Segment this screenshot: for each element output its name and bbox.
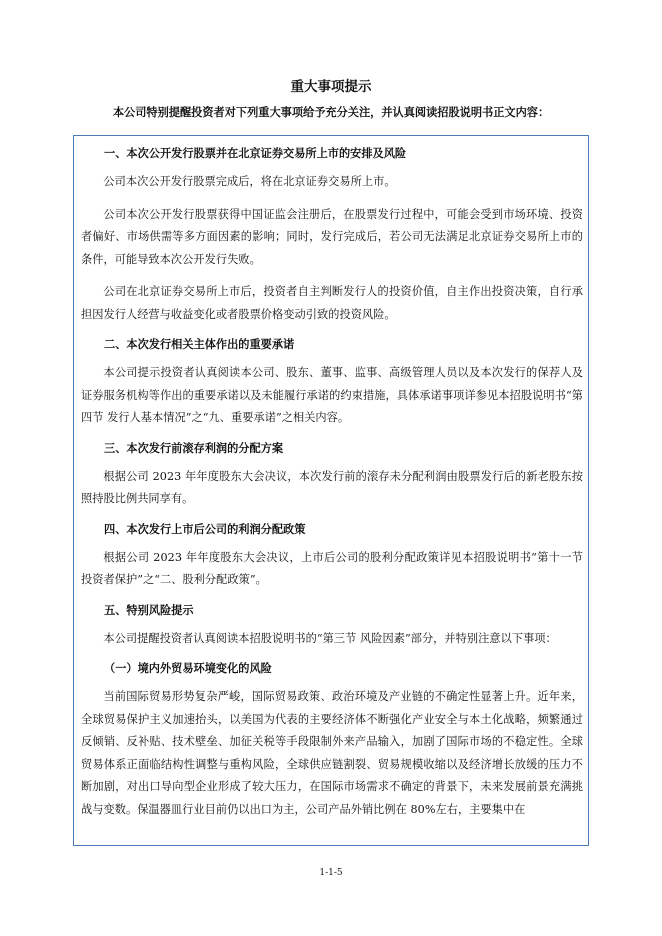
section-heading-2: 二、本次发行相关主体作出的重要承诺 (104, 338, 295, 351)
page-number: 1-1-5 (319, 868, 343, 878)
section-1-paragraph-2: 公司本次公开发行股票获得中国证监会注册后，在股票发行过程中，可能会受到市场环境、投资者偏好、市场供需等多方面因素的影响；同时，发行完成后，若公司无法满足北京证券交易所上市的条件，可能导致本次公开发行失败。 (81, 207, 583, 266)
page-subtitle: 本公司特别提醒投资者对下列重大事项给予充分关注，并认真阅读招股说明书正文内容： (112, 106, 550, 119)
page-title: 重大事项提示 (290, 79, 372, 95)
section-heading-1: 一、本次公开发行股票并在北京证券交易所上市的安排及风险 (104, 147, 407, 160)
subsection-5-1-paragraph-1: 当前国际贸易形势复杂严峻，国际贸易政策、政治环境及产业链的不确定性显著上升。近年来，全球贸易保护主义加速抬头，以美国为代表的主要经济体不断强化产业安全与本土化战略，频繁通过反倾销、反补贴、技术壁垒、加征关税等手段限制外来产品输入，加剧了国际市场的不稳定性。全球贸易体系正面临结构性调整与重构风险，全球供应链割裂、贸易规模收缩以及经济增长放缓的压力不断加剧，对出口导向型企业形成了较大压力，在国际市场需求不确定的背景下，未来发展前景充满挑战与变数。保温器皿行业目前仍以出口为主，公司产品外销比例在 80%左右，主要集中在 (81, 690, 583, 816)
section-4-paragraph-1: 根据公司 2023 年年度股东大会决议，上市后公司的股利分配政策详见本招股说明书“第十一节 投资者保护”之“二、股利分配政策”。 (81, 550, 583, 586)
section-1-paragraph-3: 公司在北京证券交易所上市后，投资者自主判断发行人的投资价值，自主作出投资决策，自行承担因发行人经营与收益变化或者股票价格变动引致的投资风险。 (81, 285, 583, 321)
subsection-heading-5-1: （一）境内外贸易环境变化的风险 (104, 662, 272, 675)
section-heading-3: 三、本次发行前滚存利润的分配方案 (104, 441, 284, 455)
section-heading-5: 五、特别风险提示 (104, 603, 194, 617)
notice-box (73, 135, 589, 846)
section-3-paragraph-1: 根据公司 2023 年年度股东大会决议，本次发行前的滚存未分配利润由股票发行后的新老股东按照持股比例共同享有。 (81, 469, 583, 505)
section-5-paragraph-1: 本公司提醒投资者认真阅读本招股说明书的“第三节 风险因素”部分，并特别注意以下事项： (103, 631, 557, 645)
section-1-paragraph-1: 公司本次公开发行股票完成后，将在北京证券交易所上市。 (103, 175, 396, 188)
notice-content (81, 145, 583, 821)
section-2-paragraph-1: 本公司提示投资者认真阅读本公司、股东、董事、监事、高级管理人员以及本次发行的保荐人及证券服务机构等作出的重要承诺以及未能履行承诺的约束措施，具体承诺事项详参见本招股说明书“第四节 发行人基本情况”之“九、重要承诺”之相关内容。 (81, 366, 583, 424)
section-heading-4: 四、本次发行上市后公司的利润分配政策 (104, 522, 306, 536)
